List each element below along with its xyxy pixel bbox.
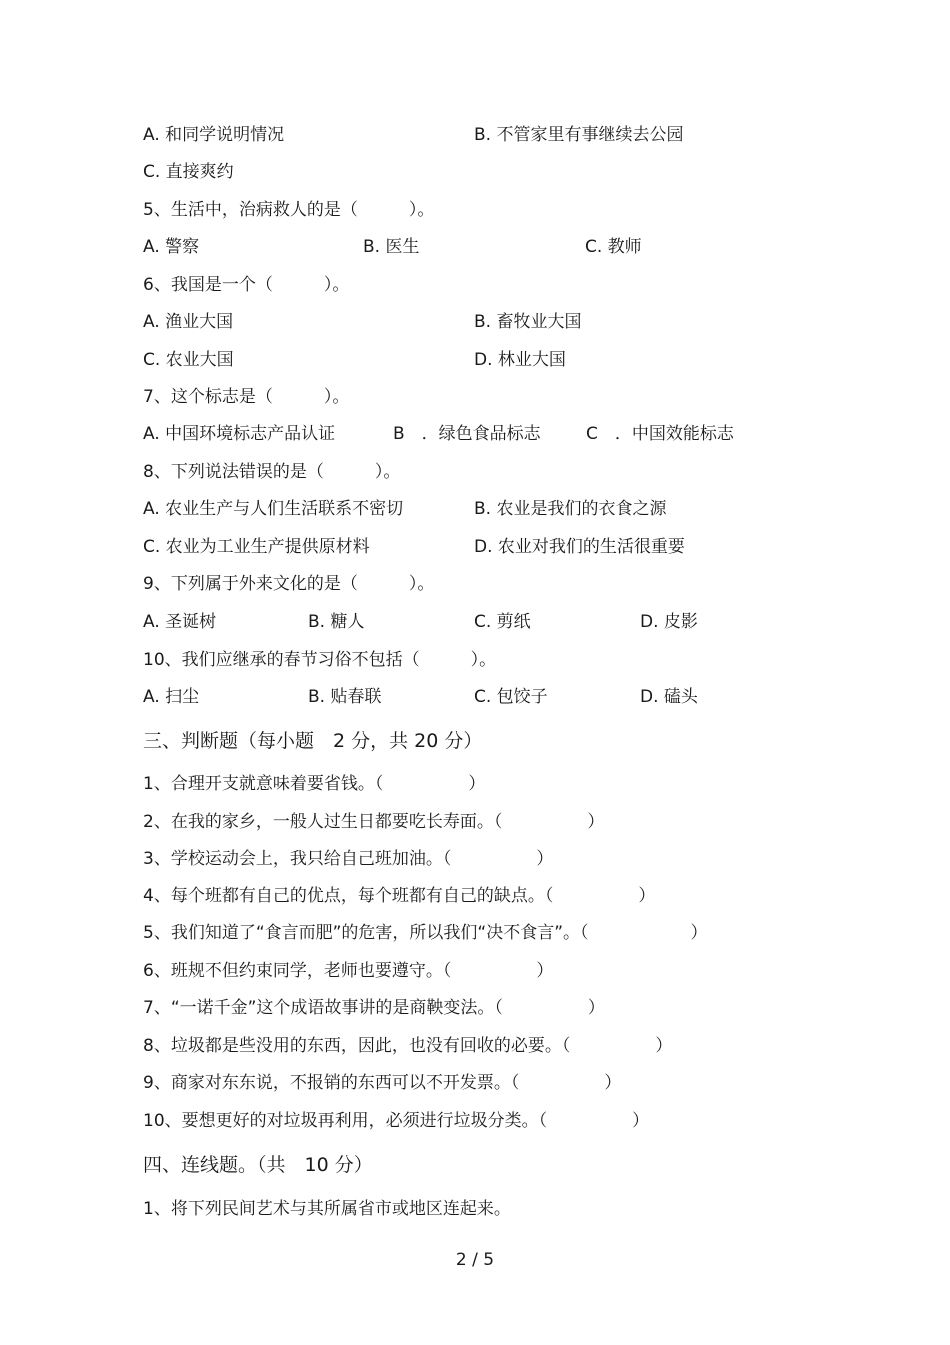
tf-item-8: 8、垃圾都是些没用的东西，因此，也没有回收的必要。（ ） — [143, 1036, 673, 1056]
q9-stem: 9、下列属于外来文化的是（ ）。 — [143, 574, 435, 594]
q5-option-b: B. 医生 — [363, 237, 420, 257]
section3-title: 三、判断题（每小题 2 分，共 20 分） — [143, 730, 483, 752]
q10-option-c: C. 包饺子 — [474, 687, 548, 707]
q8-option-c: C. 农业为工业生产提供原材料 — [143, 537, 370, 557]
q10-option-b: B. 贴春联 — [308, 687, 382, 707]
q6-option-d: D. 林业大国 — [474, 350, 566, 370]
tf-item-1: 1、合理开支就意味着要省钱。（ ） — [143, 774, 486, 794]
tf-item-7: 7、“一诺千金”这个成语故事讲的是商鞅变法。（ ） — [143, 998, 605, 1018]
tf-item-6: 6、班规不但约束同学，老师也要遵守。（ ） — [143, 961, 554, 981]
q10-stem: 10、我们应继承的春节习俗不包括（ ）。 — [143, 650, 497, 670]
q6-stem: 6、我国是一个（ ）。 — [143, 275, 350, 295]
page-number: 2 / 5 — [455, 1250, 495, 1270]
q9-option-c: C. 剪纸 — [474, 612, 531, 632]
q7-option-a: A. 中国环境标志产品认证 — [143, 424, 336, 444]
q5-option-a: A. 警察 — [143, 237, 200, 257]
q9-option-d: D. 皮影 — [640, 612, 698, 632]
tf-item-3: 3、学校运动会上，我只给自己班加油。（ ） — [143, 849, 554, 869]
q9-option-b: B. 糖人 — [308, 612, 365, 632]
tf-item-2: 2、在我的家乡，一般人过生日都要吃长寿面。（ ） — [143, 812, 605, 832]
section4-title: 四、连线题。（共 10 分） — [143, 1154, 373, 1176]
q4-option-b: B. 不管家里有事继续去公园 — [474, 125, 684, 145]
q5-option-c: C. 教师 — [585, 237, 642, 257]
matching-q1: 1、将下列民间艺术与其所属省市或地区连起来。 — [143, 1199, 511, 1219]
tf-item-9: 9、商家对东东说，不报销的东西可以不开发票。（ ） — [143, 1073, 622, 1093]
tf-item-5: 5、我们知道了“食言而肥”的危害，所以我们“决不食言”。（ ） — [143, 923, 708, 943]
q9-option-a: A. 圣诞树 — [143, 612, 217, 632]
q8-option-d: D. 农业对我们的生活很重要 — [474, 537, 685, 557]
q10-option-a: A. 扫尘 — [143, 687, 200, 707]
q8-option-b: B. 农业是我们的衣食之源 — [474, 499, 667, 519]
q6-option-b: B. 畜牧业大国 — [474, 312, 582, 332]
q5-stem: 5、生活中，治病救人的是（ ）。 — [143, 200, 435, 220]
q6-option-c: C. 农业大国 — [143, 350, 234, 370]
tf-item-4: 4、每个班都有自己的优点，每个班都有自己的缺点。（ ） — [143, 886, 656, 906]
q7-option-c: C ．中国效能标志 — [586, 424, 734, 444]
q6-option-a: A. 渔业大国 — [143, 312, 234, 332]
q4-option-a: A. 和同学说明情况 — [143, 125, 285, 145]
q7-option-b: B ．绿色食品标志 — [393, 424, 541, 444]
q8-stem: 8、下列说法错误的是（ ）。 — [143, 462, 401, 482]
q10-option-d: D. 磕头 — [640, 687, 698, 707]
q7-stem: 7、这个标志是（ ）。 — [143, 387, 350, 407]
q4-option-c: C. 直接爽约 — [143, 162, 234, 182]
q8-option-a: A. 农业生产与人们生活联系不密切 — [143, 499, 404, 519]
tf-item-10: 10、要想更好的对垃圾再利用，必须进行垃圾分类。（ ） — [143, 1111, 650, 1131]
